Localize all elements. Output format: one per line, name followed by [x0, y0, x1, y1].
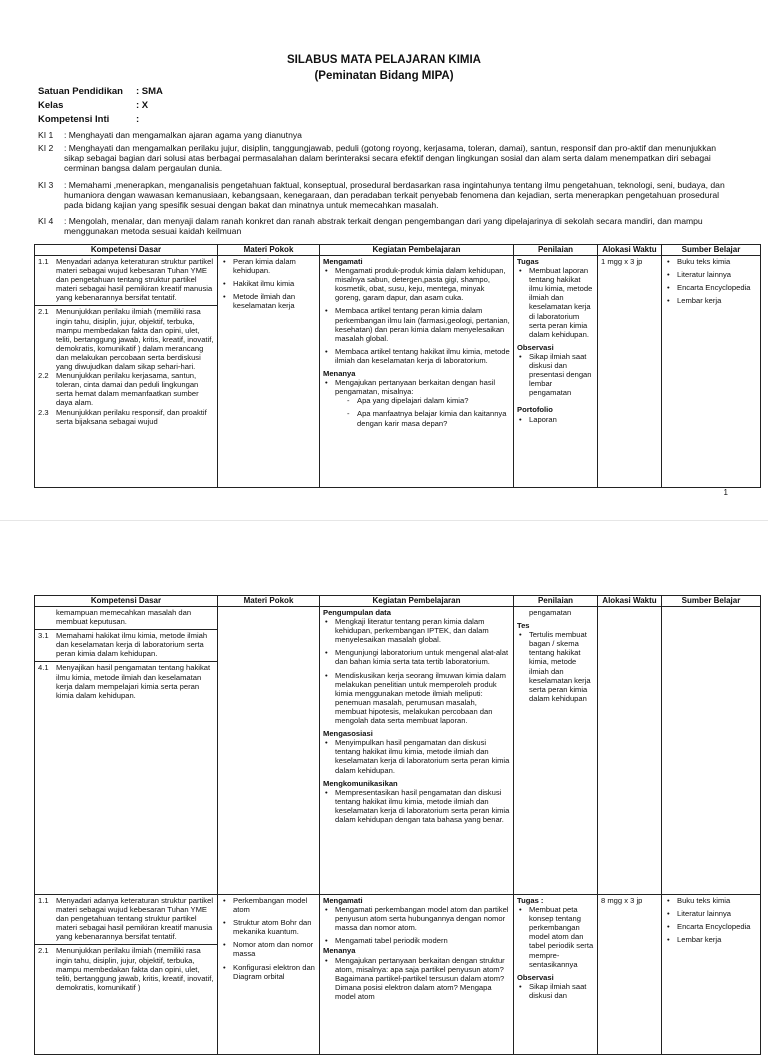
- table-row: [35, 607, 761, 895]
- kd-item: 4.1 Menyajikan hasil pengamatan tentang hakikat ilmu kimia, metode ilmiah dan keselamatan kerja dalam mempelajari kimia serta peran kimia dalam kehidupan.: [38, 663, 211, 700]
- cell-kegiatan: [320, 256, 514, 488]
- list-item: • Tertulis membuat bagan / skema tentang hakikat kimia, metode ilmiah dan keselamatan kerja serta peran kimia dalam kehidupan: [529, 630, 594, 703]
- list-item: • Mengunjungi laboratorium untuk mengenal alat-alat dan bahan kimia serta tata tertib laboratorium.: [335, 648, 510, 666]
- ki-4: KI 4 : Mengolah, menalar, dan menyaji dalam ranah konkret dan ranah abstrak terkait dengan pengembangan dari yang dipelajarinya di sekolah secara mandiri, dan mampu menggunakan metoda sesuai kaidah keilmuan: [38, 216, 703, 237]
- list-item: • Mengamati produk-produk kimia dalam kehidupan, misalnya sabun, detergen,pasta gigi, shampo, kosmetik, obat, susu, keju, mentega, minyak goreng, garam dapur, dan asam cuka.: [335, 266, 510, 302]
- section-mengamati: Mengamati: [323, 896, 363, 905]
- ki-2: KI 2 : Menghayati dan mengamalkan perilaku jujur, disiplin, tanggungjawab, peduli (gotong royong, kerjasama, toleran, damai), santun, responsif dan pro-aktif dan menunjukkan sikap sebagai bagian dari solusi atas berbagai permasalahan dalam berinteraksi secara efektif dengan lingkungan sosial dan alam serta dalam menempatkan diri sebagai cerminan bangsa dalam pergaulan dunia.: [38, 143, 717, 174]
- cell-materi-pokok: [218, 607, 320, 895]
- list-item: • Membuat laporan tentang hakikat ilmu kimia, metode ilmiah dan keselamatan kerja di laboratorium serta peran kimia dalam kehidupan.: [529, 266, 594, 339]
- list-item: • Mendiskusikan kerja seorang ilmuwan kimia dalam melakukan penelitian untuk memperoleh produk kimia menggunakan metode ilmiah meliputi: penemuan masalah, perumusan masalah, membuat hipotesis, melakukan percobaan dan mengolah data serta membuat laporan.: [335, 671, 510, 726]
- list-item: • Peran kimia dalam kehidupan.: [233, 257, 316, 275]
- header-kegiatan: Kegiatan Pembelajaran: [320, 245, 514, 256]
- header-kompetensi-dasar: Kompetensi Dasar: [35, 245, 218, 256]
- section-mengkomunikasikan: Mengkomunikasikan: [323, 778, 398, 788]
- section-mengasosiasi: Mengasosiasi: [323, 729, 373, 739]
- list-item: • Membaca artikel tentang peran kimia dalam perkembangan ilmu lain (farmasi,geologi, pertanian, kesehatan) dan peran kimia dalam menyelesaikan masalah global.: [335, 306, 510, 342]
- header-alokasi: Alokasi Waktu: [598, 596, 662, 607]
- cell-alokasi: 1 mgg x 3 jp: [598, 256, 662, 488]
- list-item: • Literatur lainnya: [677, 270, 757, 279]
- document-title: SILABUS MATA PELAJARAN KIMIA: [286, 54, 481, 66]
- cell-sumber: [662, 895, 761, 1055]
- kd-item: 1.1 Menyadari adanya keteraturan struktur partikel materi sebagai wujud kebesaran Tuhan YME dan pengetahuan tentang struktur partikel materi sebagai hasil pemikiran kreatif manusia yang kebenarannya bersifat tentatif.: [35, 895, 217, 945]
- header-kompetensi-dasar: Kompetensi Dasar: [35, 596, 218, 607]
- table-header-row: [35, 245, 761, 256]
- syllabus-table-page-1: [34, 244, 761, 488]
- header-sumber: Sumber Belajar: [662, 245, 761, 256]
- list-item: • Lembar kerja: [677, 296, 757, 305]
- cell-materi-pokok: [218, 256, 320, 488]
- list-item: • Membuat peta konsep tentang perkembangan model atom dan tabel periodik serta mempre-sentasikannya: [529, 905, 594, 969]
- table-header-row: [35, 596, 761, 607]
- section-mengamati: Mengamati: [323, 257, 363, 266]
- kd-item: 3.1 Memahami hakikat ilmu kimia, metode ilmiah dan keselamatan kerja di laboratorium serta peran kimia dalam kehidupan.: [35, 630, 217, 662]
- list-item: • Membaca artikel tentang hakikat ilmu kimia, metode ilmiah dan keselamatan kerja di laboratorium.: [335, 347, 510, 365]
- list-item: - Apa manfaatnya belajar kimia dan kaitannya dengan karir masa depan?: [357, 409, 510, 427]
- cell-sumber: [662, 607, 761, 895]
- list-item: • Hakikat ilmu kimia: [233, 279, 316, 288]
- section-observasi: Observasi: [517, 972, 554, 982]
- kd-item: 2.1 Menunjukkan perilaku ilmiah (memiliki rasa ingin tahu, disiplin, jujur, objektif, terbuka, mampu membedakan fakta dan opini, ulet, teliti, bertanggung jawab, kritis, kreatif, inovatif, demokratis, komunikatif ) dalam merancang dan melakukan percobaan serta berdiskusi yang diwujudkan dalam sikap sehari-hari. 2.2 Menunjukkan perilaku kerjasama, santun, toleran, cinta damai dan peduli lingkungan serta hemat dalam memanfaatkan sumber daya alam. 2.3 Menunjukkan perilaku responsif, dan proaktif serta bijaksana sebagai wujud: [38, 307, 214, 426]
- header-materi-pokok: Materi Pokok: [218, 245, 320, 256]
- list-item: • Mengkaji literatur tentang peran kimia dalam kehidupan, perkembangan IPTEK, dan dalam menyelesaikan masalah global.: [335, 617, 510, 644]
- list-item: • Sikap ilmiah saat diskusi dan: [529, 982, 594, 1000]
- list-item: • Laporan: [529, 415, 594, 424]
- list-item: • Encarta Encyclopedia: [677, 283, 757, 292]
- section-portofolio: Portofolio: [517, 405, 553, 415]
- section-pengumpulan-data: Pengumpulan data: [323, 608, 391, 617]
- header-sumber: Sumber Belajar: [662, 596, 761, 607]
- cell-alokasi: [598, 607, 662, 895]
- page-1: [0, 0, 768, 520]
- meta-kompetensi-inti: Kompetensi Inti :: [38, 114, 140, 125]
- list-item: • Mempresentasikan hasil pengamatan dan diskusi tentang hakikat ilmu kimia, metode ilmiah dan keselamatan kerja di laboratorium serta peran kimia dalam kehidupan dengan tata bahasa yang benar.: [335, 788, 510, 824]
- list-item: • Buku teks kimia: [677, 257, 757, 266]
- cell-kompetensi-dasar: [35, 607, 218, 895]
- cell-kegiatan: [320, 895, 514, 1055]
- header-alokasi: Alokasi Waktu: [598, 245, 662, 256]
- cell-penilaian: [514, 607, 598, 895]
- list-item: • Struktur atom Bohr dan mekanika kuantum.: [233, 918, 316, 936]
- header-penilaian: Penilaian: [514, 596, 598, 607]
- list-item: • Nomor atom dan nomor massa: [233, 940, 316, 958]
- header-penilaian: Penilaian: [514, 245, 598, 256]
- cell-alokasi: 8 mgg x 3 jp: [598, 895, 662, 1055]
- syllabus-table-page-2: [34, 595, 761, 1055]
- list-item: • Konfigurasi elektron dan Diagram orbital: [233, 963, 316, 981]
- list-item: • Lembar kerja: [677, 935, 757, 944]
- cell-materi-pokok: [218, 895, 320, 1055]
- table-row: [35, 256, 761, 488]
- ki-1: KI 1 : Menghayati dan mengamalkan ajaran agama yang dianutnya: [38, 130, 302, 140]
- meta-satuan: Satuan Pendidikan : SMA: [38, 86, 163, 97]
- section-menanya: Menanya: [323, 369, 356, 379]
- penilaian-continued: pengamatan: [529, 608, 572, 617]
- table-row: [35, 895, 761, 1055]
- section-tugas: Tugas: [517, 257, 539, 266]
- list-item: • Menyimpulkan hasil pengamatan dan diskusi tentang hakikat ilmu kimia, metode ilmiah dan keselamatan kerja di laboratorium serta peran kimia dalam kehidupan.: [335, 738, 510, 774]
- list-item: • Mengamati perkembangan model atom dan partikel penyusun atom serta hubungannya dengan nomor massa dan nomor atom.: [335, 905, 510, 932]
- list-item: • Mengajukan pertanyaan berkaitan dengan struktur atom, misalnya: apa saja partikel penyusun atom? Bagaimana partikel-partikel tersusun dalam atom? Dimana posisi elektron dalam atom? Mengapa model atom: [335, 956, 510, 1001]
- ki-3: KI 3 : Memahami ,menerapkan, menganalisis pengetahuan faktual, konseptual, prosedural berdasarkan rasa ingintahunya tentang ilmu pengetahuan, teknologi, seni, budaya, dan humaniora dengan wawasan kemanusiaan, kebangsaan, kenegaraan, dan peradaban terkait penyebab fenomena dan kejadian, serta menerapkan pengetahuan prosedural pada bidang kajian yang spesifik sesuai dengan bakat dan minatnya untuk memecahkan masalah.: [38, 180, 725, 211]
- section-observasi: Observasi: [517, 342, 554, 352]
- header-kegiatan: Kegiatan Pembelajaran: [320, 596, 514, 607]
- kd-item: 2.1 Menunjukkan perilaku ilmiah (memiliki rasa ingin tahu, disiplin, jujur, objektif, terbuka, mampu membedakan fakta dan opini, ulet, teliti, bertanggung jawab, kritis, kreatif, inovatif, demokratis, komunikatif ): [38, 946, 214, 992]
- page-number: 1: [723, 488, 728, 497]
- cell-kompetensi-dasar: [35, 895, 218, 1055]
- cell-penilaian: [514, 256, 598, 488]
- list-item: - Apa yang dipelajari dalam kimia?: [357, 396, 510, 405]
- document-subtitle: (Peminatan Bidang MIPA): [314, 70, 454, 82]
- list-item: • Buku teks kimia: [677, 896, 757, 905]
- page-2: [0, 520, 768, 1025]
- header-materi-pokok: Materi Pokok: [218, 596, 320, 607]
- list-item: • Mengajukan pertanyaan berkaitan dengan hasil pengamatan, misalnya: - Apa yang dipelajari dalam kimia? - Apa manfaatnya belajar kimia dan kaitannya dengan karir masa depan?: [335, 378, 510, 427]
- list-item: • Perkembangan model atom: [233, 896, 316, 914]
- cell-sumber: [662, 256, 761, 488]
- cell-penilaian: [514, 895, 598, 1055]
- section-tugas: Tugas :: [517, 896, 544, 905]
- list-item: • Encarta Encyclopedia: [677, 922, 757, 931]
- list-item: • Literatur lainnya: [677, 909, 757, 918]
- meta-kelas: Kelas : X: [38, 100, 149, 111]
- cell-kompetensi-dasar: [35, 256, 218, 488]
- list-item: • Metode ilmiah dan keselamatan kerja: [233, 292, 316, 310]
- list-item: • Sikap ilmiah saat diskusi dan presentasi dengan lembar pengamatan: [529, 352, 594, 397]
- list-item: • Mengamati tabel periodik modern: [335, 936, 510, 945]
- section-tes: Tes: [517, 621, 530, 631]
- cell-kegiatan: [320, 607, 514, 895]
- section-menanya: Menanya: [323, 946, 356, 956]
- kd-item: 1.1 Menyadari adanya keteraturan struktur partikel materi sebagai wujud kebesaran Tuhan YME dan pengetahuan tentang struktur partikel materi sebagai hasil pemikiran kreatif manusia yang kebenarannya bersifat tentatif.: [35, 256, 217, 306]
- kd-item: kemampuan memecahkan masalah dan membuat keputusan.: [35, 607, 217, 630]
